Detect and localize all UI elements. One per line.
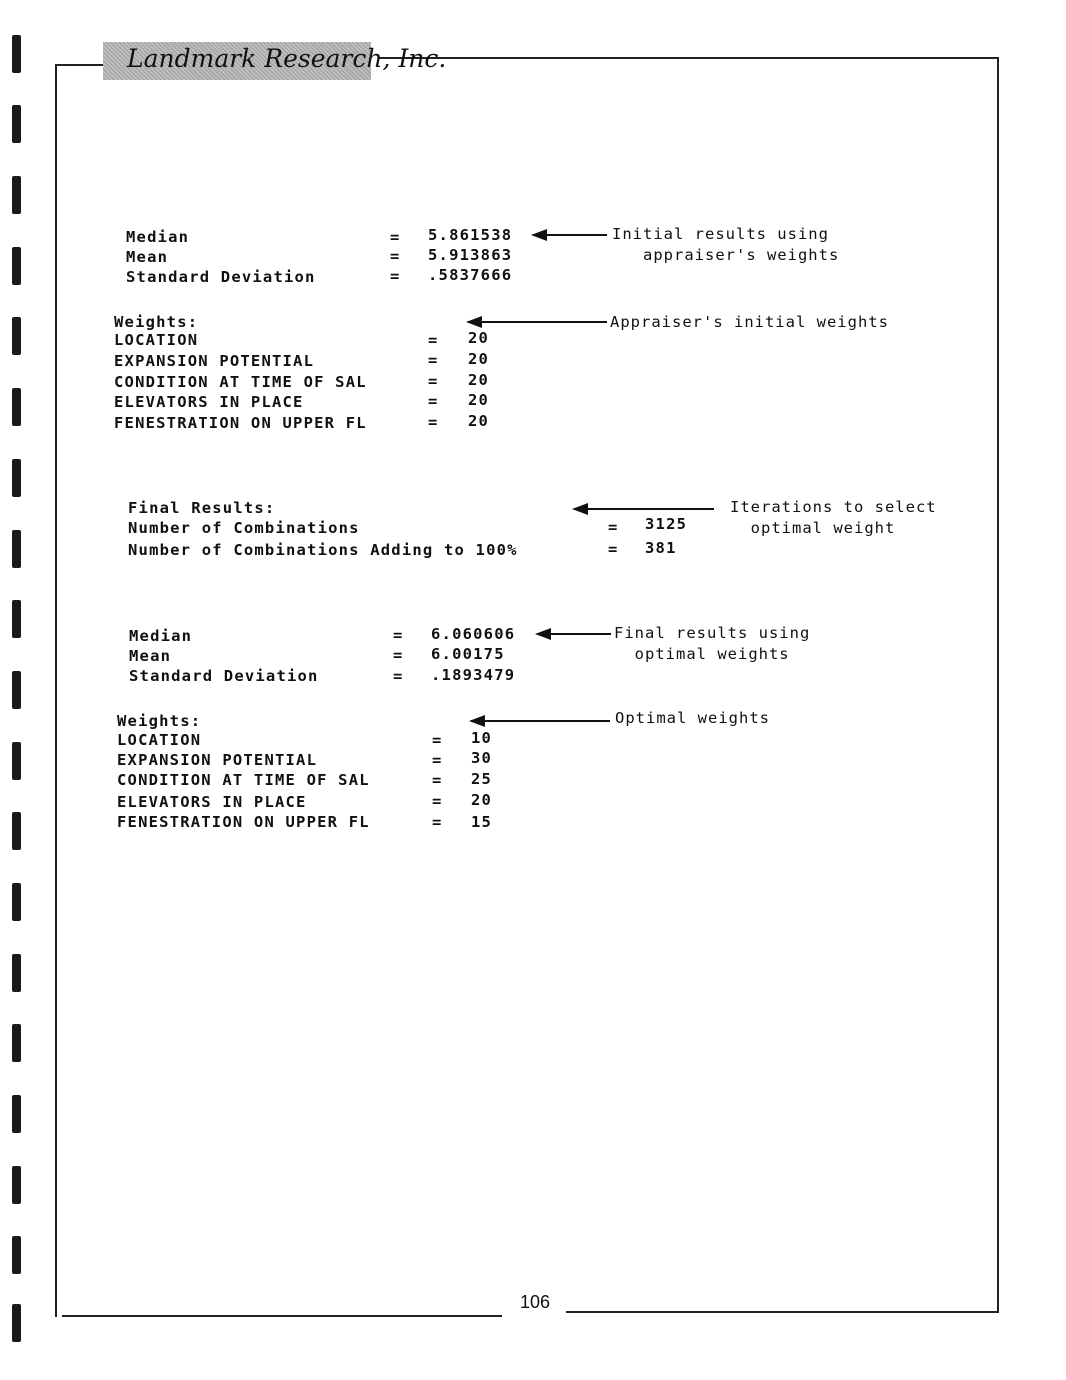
annotation: Iterations to select optimal weight [730, 498, 937, 537]
binder-mark [12, 671, 21, 709]
weight-value: 10 [471, 729, 493, 747]
weight-label: EXPANSION POTENTIAL [114, 352, 315, 370]
stat-label: Median [126, 228, 190, 246]
binder-mark [12, 1236, 21, 1274]
arrow-left-icon [471, 720, 610, 722]
annotation: Appraiser's initial weights [610, 313, 889, 331]
stat-label: Median [129, 627, 193, 645]
equals-sign: = [432, 751, 443, 769]
arrow-left-icon [574, 508, 714, 510]
weight-value: 25 [471, 770, 493, 788]
arrow-left-icon [533, 234, 607, 236]
weight-label: LOCATION [117, 731, 202, 749]
equals-sign: = [432, 771, 443, 789]
frame-bottom-right [566, 1311, 999, 1313]
company-logo [103, 42, 447, 80]
equals-sign: = [608, 540, 619, 558]
equals-sign: = [390, 228, 401, 246]
binder-mark [12, 1024, 21, 1062]
weight-value: 20 [468, 371, 490, 389]
equals-sign: = [393, 646, 404, 664]
weight-label: CONDITION AT TIME OF SAL [117, 771, 370, 789]
weight-label: FENESTRATION ON UPPER FL [114, 414, 367, 432]
result-value: 381 [645, 539, 677, 557]
frame-right [997, 57, 999, 1313]
stat-value: .5837666 [428, 266, 513, 284]
weight-label: ELEVATORS IN PLACE [117, 793, 307, 811]
weight-label: ELEVATORS IN PLACE [114, 393, 304, 411]
stat-label: Standard Deviation [126, 268, 316, 286]
binder-mark [12, 459, 21, 497]
equals-sign: = [428, 372, 439, 390]
frame-left [55, 64, 57, 1317]
final-results-heading: Final Results: [128, 499, 276, 517]
frame-top-left [55, 64, 103, 66]
equals-sign: = [393, 626, 404, 644]
weights-heading: Weights: [117, 712, 202, 730]
result-label: Number of Combinations Adding to 100% [128, 541, 518, 559]
stat-value: .1893479 [431, 666, 516, 684]
binder-mark [12, 812, 21, 850]
binder-mark [12, 105, 21, 143]
result-label: Number of Combinations [128, 519, 360, 537]
weight-value: 20 [468, 391, 490, 409]
stat-label: Mean [129, 647, 172, 665]
annotation: Final results using optimal weights [614, 624, 811, 663]
weight-value: 20 [468, 412, 490, 430]
weight-label: FENESTRATION ON UPPER FL [117, 813, 370, 831]
binder-mark [12, 600, 21, 638]
equals-sign: = [390, 267, 401, 285]
binder-mark [12, 954, 21, 992]
binder-mark [12, 1166, 21, 1204]
equals-sign: = [390, 247, 401, 265]
page-number: 106 [520, 1292, 551, 1312]
equals-sign: = [428, 351, 439, 369]
weight-label: CONDITION AT TIME OF SAL [114, 373, 367, 391]
equals-sign: = [432, 731, 443, 749]
equals-sign: = [432, 792, 443, 810]
binder-mark [12, 247, 21, 285]
company-name: Landmark Research, Inc. [127, 44, 447, 73]
equals-sign: = [608, 518, 619, 536]
binder-mark [12, 530, 21, 568]
weight-label: EXPANSION POTENTIAL [117, 751, 318, 769]
binder-mark [12, 1095, 21, 1133]
arrow-left-icon [468, 321, 607, 323]
binder-mark [12, 742, 21, 780]
stat-label: Mean [126, 248, 169, 266]
weight-value: 15 [471, 813, 493, 831]
weight-value: 20 [468, 350, 490, 368]
equals-sign: = [393, 667, 404, 685]
equals-sign: = [432, 813, 443, 831]
binder-mark [12, 317, 21, 355]
stat-value: 6.00175 [431, 645, 505, 663]
weights-heading: Weights: [114, 313, 199, 331]
binder-mark [12, 176, 21, 214]
equals-sign: = [428, 392, 439, 410]
binder-mark [12, 388, 21, 426]
frame-bottom-left [62, 1315, 502, 1317]
stat-label: Standard Deviation [129, 667, 319, 685]
weight-value: 20 [468, 329, 490, 347]
binder-mark [12, 883, 21, 921]
arrow-left-icon [537, 633, 611, 635]
equals-sign: = [428, 413, 439, 431]
binder-mark [12, 35, 21, 73]
stat-value: 6.060606 [431, 625, 516, 643]
annotation: Initial results using appraiser's weights [612, 225, 840, 264]
weight-label: LOCATION [114, 331, 199, 349]
frame-top-right [378, 57, 998, 59]
equals-sign: = [428, 331, 439, 349]
annotation: Optimal weights [615, 709, 770, 727]
weight-value: 20 [471, 791, 493, 809]
weight-value: 30 [471, 749, 493, 767]
stat-value: 5.913863 [428, 246, 513, 264]
stat-value: 5.861538 [428, 226, 513, 244]
binder-mark [12, 1304, 21, 1342]
result-value: 3125 [645, 515, 688, 533]
